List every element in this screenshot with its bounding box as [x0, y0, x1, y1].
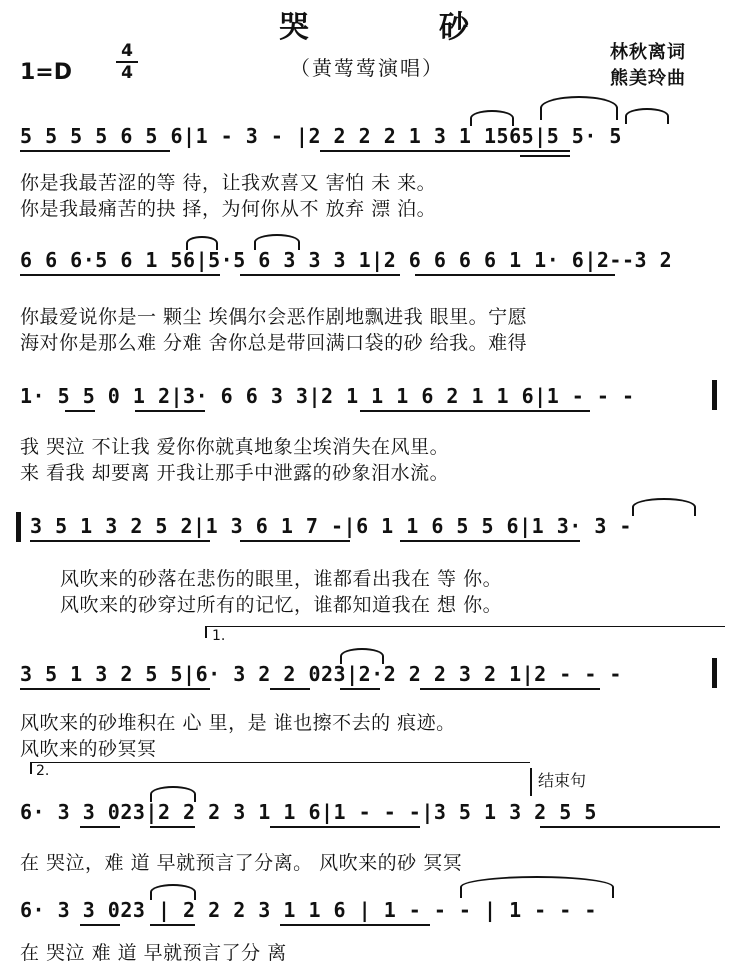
volta-bracket-1 — [205, 626, 725, 627]
notation-row-6: 6· 3 3 023|2 2 2 3 1 1 6|1 - - -|3 5 1 3 2 5 5 — [20, 800, 597, 824]
slur — [540, 96, 618, 120]
lyric-line-3a: 我 哭泣 不让我 爱你你就真地象尘埃消失在风里。 — [20, 436, 450, 458]
repeat-end-bar — [712, 380, 717, 410]
lyric-line-1a: 你是我最苦涩的等 待，让我欢喜又 害怕 未 来。 — [20, 172, 437, 194]
beam — [270, 688, 310, 690]
slur — [150, 786, 196, 802]
lyric-line-5b: 风吹来的砂冥冥 — [20, 738, 157, 760]
title-char-1: 哭 — [279, 10, 311, 45]
beam — [80, 924, 120, 926]
slur — [625, 108, 669, 124]
beam — [520, 155, 570, 157]
volta-bracket-2 — [30, 762, 530, 763]
volta-bracket-1-edge — [205, 626, 207, 638]
beam — [340, 688, 380, 690]
slur — [340, 648, 384, 664]
ending-bracket-edge — [530, 768, 532, 796]
lyric-line-1b: 你是我最痛苦的抉 择，为何你从不 放弃 漂 泊。 — [20, 198, 437, 220]
beam — [415, 274, 615, 276]
repeat-end-bar-2 — [712, 658, 717, 688]
notation-row-3: 1· 5 5 0 1 2|3· 6 6 3 3|2 1 1 1 6 2 1 1 6|1 - - - — [20, 384, 635, 408]
key-signature: 1=D — [20, 60, 73, 85]
beam — [150, 924, 195, 926]
beam — [270, 826, 420, 828]
title-char-2: 砂 — [439, 10, 471, 45]
tie — [460, 876, 614, 898]
beam — [65, 410, 95, 412]
ending-label: 结束句 — [538, 771, 587, 790]
beam — [240, 274, 400, 276]
beam — [150, 826, 195, 828]
notation-row-4: 3 5 1 3 2 5 2|1 3 6 1 7 -|6 1 1 6 5 5 6|1 3· 3 - — [30, 514, 632, 538]
beam — [400, 540, 580, 542]
volta-bracket-2-edge — [30, 762, 32, 774]
beam — [420, 688, 600, 690]
slur — [150, 884, 196, 900]
notation-row-2: 6 6 6·5 6 1 56|5·5 6 3 3 3 1|2 6 6 6 6 1 1· 6|2--3 2 — [20, 248, 673, 272]
time-signature-bottom: 4 — [121, 63, 133, 83]
beam — [360, 410, 590, 412]
repeat-start-bar — [16, 512, 21, 542]
composer-credit: 熊美玲曲 — [610, 68, 686, 89]
time-signature-top: 4 — [121, 41, 133, 61]
beam — [540, 826, 720, 828]
beam — [280, 924, 430, 926]
beam — [80, 826, 120, 828]
notation-row-7: 6· 3 3 023 | 2 2 2 3 1 1 6 | 1 - - - | 1 - - - — [20, 898, 597, 922]
singer-credit: （黄莺莺演唱） — [290, 56, 444, 80]
beam — [20, 150, 170, 152]
slur — [470, 110, 514, 126]
lyric-line-5a: 风吹来的砂堆积在 心 里，是 谁也擦不去的 痕迹。 — [20, 712, 456, 734]
notation-row-1: 5 5 5 5 6 5 6|1 - 3 - |2 2 2 2 1 3 1 1565|5 5· 5 — [20, 124, 622, 148]
beam — [30, 540, 210, 542]
lyric-line-7a: 在 哭泣 难 道 早就预言了分 离 — [20, 942, 287, 964]
lyric-line-6a: 在 哭泣，难 道 早就预言了分离。 风吹来的砂 冥冥 — [20, 852, 463, 874]
notation-row-5: 3 5 1 3 2 5 5|6· 3 2 2 023|2·2 2 2 3 2 1|2 - - - — [20, 662, 622, 686]
lyric-line-2a: 你最爱说你是一 颗尘 埃偶尔会恶作剧地飘进我 眼里。宁愿 — [20, 306, 528, 328]
lyric-line-2b: 海对你是那么难 分难 舍你总是带回满口袋的砂 给我。难得 — [20, 332, 528, 354]
slur — [254, 234, 300, 250]
lyric-line-4a: 风吹来的砂落在悲伤的眼里，谁都看出我在 等 你。 — [60, 568, 503, 590]
lyric-line-4b: 风吹来的砂穿过所有的记忆，谁都知道我在 想 你。 — [60, 594, 503, 616]
volta-label-2: 2. — [36, 763, 50, 779]
beam — [20, 688, 210, 690]
beam — [135, 410, 205, 412]
beam — [320, 150, 570, 152]
volta-label-1: 1. — [212, 628, 226, 644]
beam — [240, 540, 350, 542]
time-signature — [116, 42, 138, 82]
lyric-line-3b: 来 看我 却要离 开我让那手中泄露的砂象泪水流。 — [20, 462, 450, 484]
beam — [20, 274, 220, 276]
lyricist-credit: 林秋离词 — [610, 42, 686, 63]
slur — [186, 236, 218, 250]
slur — [632, 498, 696, 516]
